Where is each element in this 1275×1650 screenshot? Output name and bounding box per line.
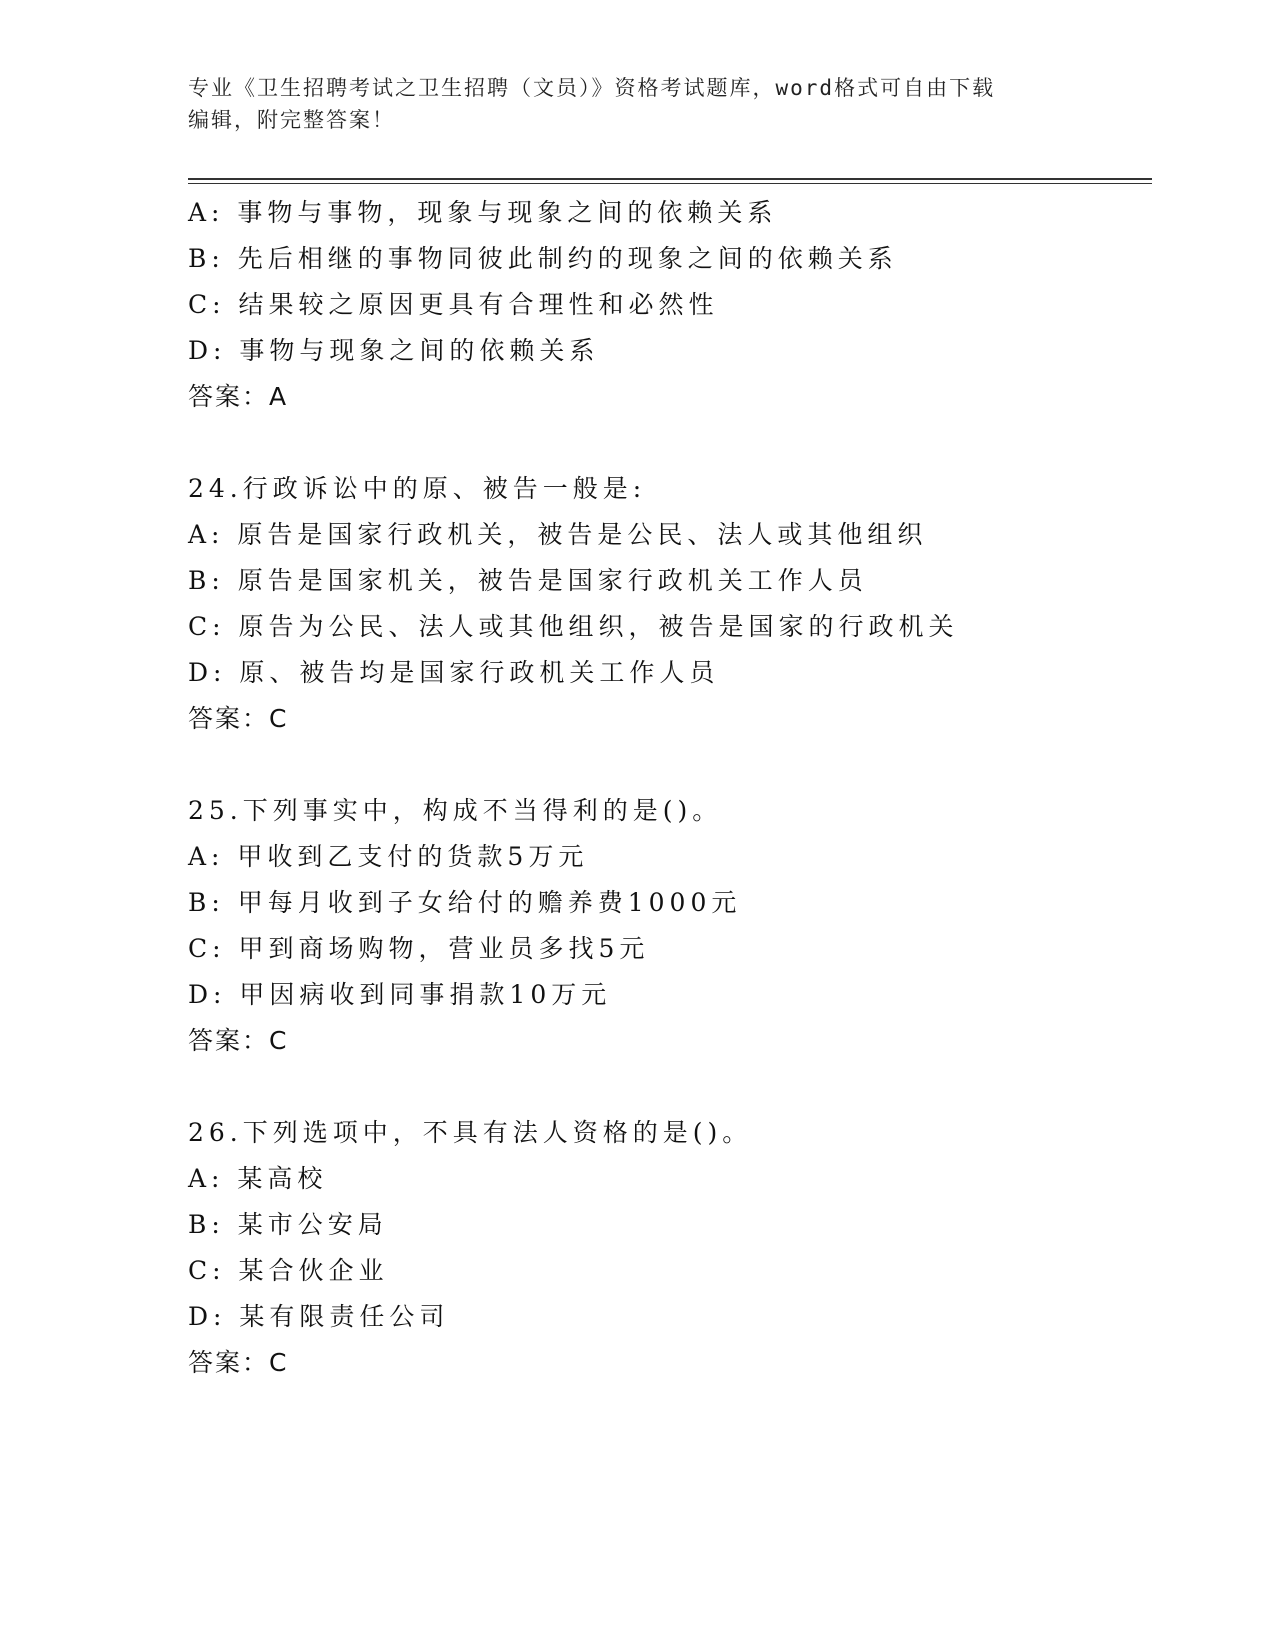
- option-d: D: 某有限责任公司: [188, 1302, 450, 1331]
- document-header: [188, 72, 1068, 136]
- option-c: C: 结果较之原因更具有合理性和必然性: [188, 290, 719, 319]
- question-26: [188, 1110, 1152, 1386]
- answer-label: 答案：C: [188, 704, 289, 733]
- spacer: [188, 742, 1152, 788]
- answer-label: 答案：C: [188, 1026, 289, 1055]
- question-text: 26.下列选项中，不具有法人资格的是()。: [188, 1118, 753, 1147]
- question-text: 25.下列事实中，构成不当得利的是()。: [188, 796, 723, 825]
- option-a: A: 甲收到乙支付的货款5万元: [188, 842, 589, 871]
- header-divider-thick: [188, 178, 1152, 180]
- option-a: A: 原告是国家行政机关，被告是公民、法人或其他组织: [188, 520, 928, 549]
- header-line-1: 专业《卫生招聘考试之卫生招聘（文员）》资格考试题库，word格式可自由下载: [188, 76, 996, 100]
- option-b: B: 原告是国家机关，被告是国家行政机关工作人员: [188, 566, 868, 595]
- option-d: D: 事物与现象之间的依赖关系: [188, 336, 600, 365]
- header-divider-thin: [188, 183, 1152, 184]
- question-list: [188, 190, 1152, 1386]
- option-b: B: 先后相继的事物同彼此制约的现象之间的依赖关系: [188, 244, 898, 273]
- option-d: D: 甲因病收到同事捐款10万元: [188, 980, 612, 1009]
- answer-label: 答案：C: [188, 1348, 289, 1377]
- option-a: A: 某高校: [188, 1164, 328, 1193]
- spacer: [188, 1064, 1152, 1110]
- question-24: [188, 466, 1152, 742]
- option-b: B: 甲每月收到子女给付的赡养费1000元: [188, 888, 742, 917]
- answer-label: 答案：A: [188, 382, 289, 411]
- option-c: C: 原告为公民、法人或其他组织，被告是国家的行政机关: [188, 612, 959, 641]
- option-d: D: 原、被告均是国家行政机关工作人员: [188, 658, 720, 687]
- question-25: [188, 788, 1152, 1064]
- option-a: A: 事物与事物，现象与现象之间的依赖关系: [188, 198, 778, 227]
- spacer: [188, 420, 1152, 466]
- option-c: C: 某合伙企业: [188, 1256, 389, 1285]
- header-line-2: 编辑，附完整答案！: [188, 108, 395, 132]
- question-text: 24.行政诉讼中的原、被告一般是:: [188, 474, 647, 503]
- option-c: C: 甲到商场购物，营业员多找5元: [188, 934, 650, 963]
- question-23: [188, 190, 1152, 420]
- option-b: B: 某市公安局: [188, 1210, 388, 1239]
